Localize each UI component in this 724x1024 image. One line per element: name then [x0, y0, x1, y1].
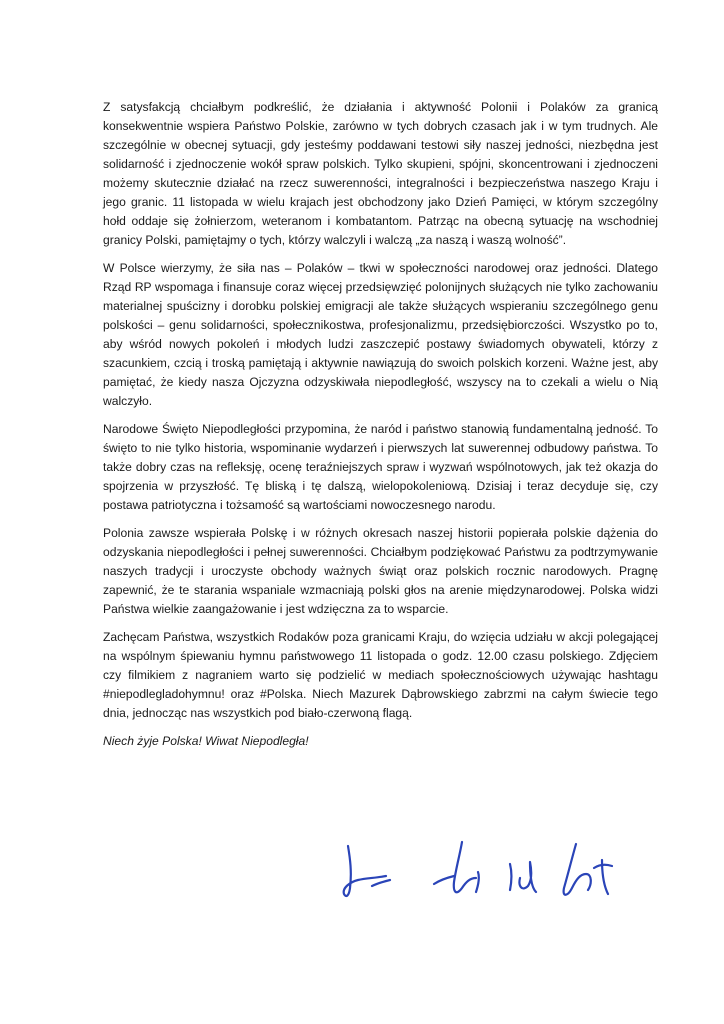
letter-body: [103, 98, 658, 760]
handwritten-signature: [336, 838, 636, 908]
paragraph-4: Polonia zawsze wspierała Polskę i w różnych okresach naszej historii popierała polskie dążenia do odzyskania niepodległości i pełnej suwerenności. Chciałbym podziękować Państwu za podtrzymywanie naszych tradycji i uroczyste obchody ważnych świąt oraz polskich rocznic narodowych. Pragnę zapewnić, że te starania wspaniale wzmacniają polski głos na arenie międzynarodowej. Polska widzi Państwa wielkie zaangażowanie i jest wdzięczna za to wsparcie.: [103, 526, 658, 616]
paragraph-2: W Polsce wierzymy, że siła nas – Polaków – tkwi w społeczności narodowej oraz jedności. Dlatego Rząd RP wspomaga i finansuje coraz więcej przedsięwzięć polonijnych służących nie tylko zachowaniu materialnej spuścizny i dorobku polskiej emigracji ale także służących wspieraniu szczególnego genu polskości – genu solidarności, społecznikostwa, profesjonalizmu, przedsiębiorczości. Wszystko po to, aby wśród nowych pokoleń i młodych ludzi zaszczepić postawy świadomych obywateli, którzy z szacunkiem, czcią i troską pamiętają i aktywnie nawiązują do swoich polskich korzeni. Ważne jest, aby pamiętać, że kiedy nasza Ojczyzna odzyskiwała niepodległość, wszyscy na to czekali a wielu o Nią walczyło.: [103, 261, 658, 408]
paragraph-1: Z satysfakcją chciałbym podkreślić, że działania i aktywność Polonii i Polaków za granicą konsekwentnie wspiera Państwo Polskie, zarówno w tych dobrych czasach jak i w tym trudnych. Ale szczególnie w obecnej sytuacji, gdy jesteśmy poddawani testowi siły naszej jedności, niezbędna jest solidarność i zjednoczenie wokół spraw polskich. Tylko skupieni, spójni, skoncentrowani i zjednoczeni możemy skutecznie działać na rzecz suwerenności, integralności i bezpieczeństwa naszego Kraju i jego granic. 11 listopada w wielu krajach jest obchodzony jako Dzień Pamięci, w którym szczególny hołd oddaje się żołnierzom, weteranom i kombatantom. Patrząc na obecną sytuację na wschodniej granicy Polski, pamiętajmy o tych, którzy walczyli i walczą „za naszą i waszą wolność”.: [103, 100, 658, 247]
closing-line: Niech żyje Polska! Wiwat Niepodległa!: [103, 734, 309, 748]
paragraph-5: Zachęcam Państwa, wszystkich Rodaków poza granicami Kraju, do wzięcia udziału w akcji polegającej na wspólnym śpiewaniu hymnu państwowego 11 listopada o godz. 12.00 czasu polskiego. Zdjęciem czy filmikiem z nagraniem warto się podzielić w mediach społecznościowych używając hashtagu #niepodlegladohymnu! oraz #Polska. Niech Mazurek Dąbrowskiego zabrzmi na całym świecie tego dnia, jednocząc nas wszystkich pod biało-czerwoną flagą.: [103, 630, 658, 720]
paragraph-3: Narodowe Święto Niepodległości przypomina, że naród i państwo stanowią fundamentalną jedność. To święto to nie tylko historia, wspominanie wydarzeń i pierwszych lat suwerennej odbudowy państwa. To także dobry czas na refleksję, ocenę teraźniejszych spraw i wyzwań wspólnotowych, jak też okazja do spojrzenia w przyszłość. Tę bliską i tę dalszą, wielopokoleniową. Dzisiaj i teraz decyduje się, czy postawa patriotyczna i tożsamość są wartościami nowoczesnego narodu.: [103, 422, 658, 512]
